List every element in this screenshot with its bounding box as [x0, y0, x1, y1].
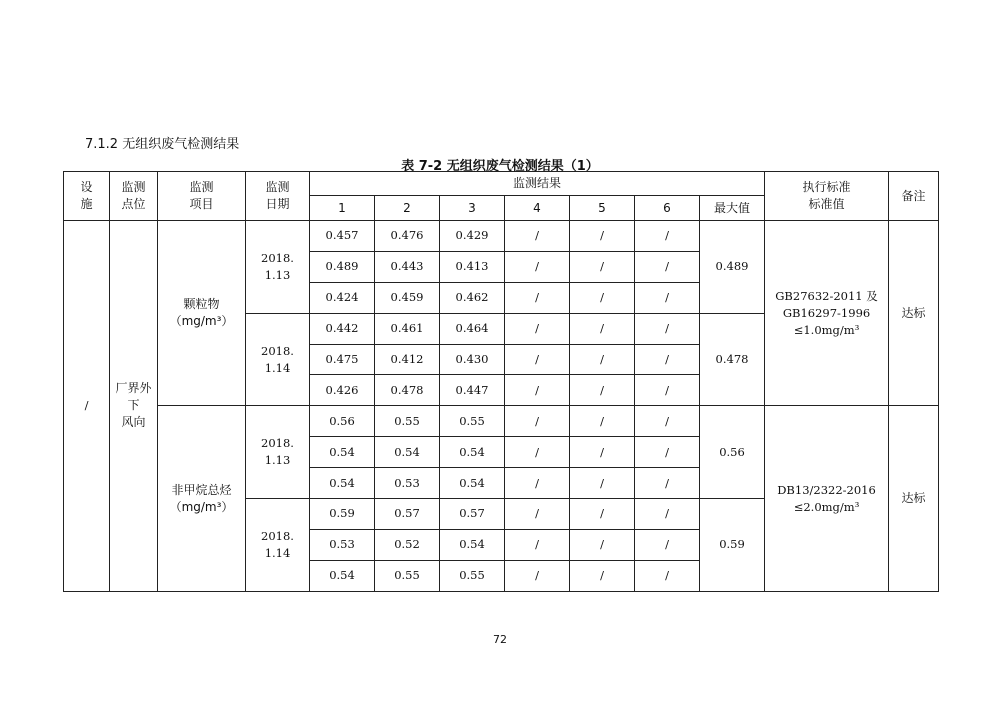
value-cell: / — [635, 468, 700, 499]
value-cell: / — [505, 406, 570, 437]
value-cell: 0.55 — [375, 560, 440, 591]
date-cell: 2018. 1.13 — [246, 221, 310, 314]
value-cell: 0.54 — [310, 468, 375, 499]
value-cell: / — [570, 282, 635, 313]
value-cell: / — [635, 560, 700, 591]
value-cell: 0.52 — [375, 529, 440, 560]
max-value-cell: 0.56 — [700, 406, 765, 499]
value-cell: / — [635, 344, 700, 375]
table-row — [64, 406, 939, 437]
value-cell: / — [635, 529, 700, 560]
header-item: 监测 项目 — [158, 172, 246, 221]
value-cell: 0.426 — [310, 375, 375, 406]
value-cell: 0.462 — [440, 282, 505, 313]
value-cell: 0.429 — [440, 221, 505, 252]
value-cell: / — [570, 344, 635, 375]
value-cell: 0.55 — [440, 406, 505, 437]
value-cell: 0.54 — [440, 529, 505, 560]
value-cell: / — [635, 251, 700, 282]
value-cell: 0.54 — [310, 560, 375, 591]
max-value-cell: 0.489 — [700, 221, 765, 314]
standard-cell: GB27632-2011 及 GB16297-1996 ≤1.0mg/m³ — [765, 221, 889, 406]
table-body — [64, 221, 939, 592]
page-number: 72 — [493, 633, 507, 646]
facility-cell: / — [64, 221, 110, 592]
value-cell: 0.476 — [375, 221, 440, 252]
value-cell: / — [570, 560, 635, 591]
value-cell: / — [635, 375, 700, 406]
remark-cell: 达标 — [889, 221, 939, 406]
value-cell: 0.461 — [375, 313, 440, 344]
value-cell: 0.57 — [375, 499, 440, 530]
value-cell: 0.54 — [440, 437, 505, 468]
header-col-1: 1 — [310, 196, 375, 221]
value-cell: / — [635, 499, 700, 530]
value-cell: / — [505, 313, 570, 344]
value-cell: / — [505, 375, 570, 406]
item-cell: 颗粒物 （mg/m³） — [158, 221, 246, 406]
value-cell: / — [635, 221, 700, 252]
value-cell: / — [570, 529, 635, 560]
value-cell: 0.412 — [375, 344, 440, 375]
value-cell: 0.478 — [375, 375, 440, 406]
date-cell: 2018. 1.13 — [246, 406, 310, 499]
value-cell: / — [570, 437, 635, 468]
value-cell: 0.430 — [440, 344, 505, 375]
value-cell: 0.447 — [440, 375, 505, 406]
header-col-max: 最大值 — [700, 196, 765, 221]
value-cell: / — [635, 313, 700, 344]
value-cell: / — [505, 560, 570, 591]
remark-cell: 达标 — [889, 406, 939, 591]
value-cell: 0.57 — [440, 499, 505, 530]
value-cell: 0.54 — [375, 437, 440, 468]
header-facility: 设 施 — [64, 172, 110, 221]
value-cell: / — [570, 406, 635, 437]
location-cell: 厂界外下 风向 — [110, 221, 158, 592]
value-cell: / — [505, 529, 570, 560]
value-cell: 0.457 — [310, 221, 375, 252]
table-row — [64, 221, 939, 252]
value-cell: / — [570, 468, 635, 499]
value-cell: / — [505, 437, 570, 468]
value-cell: 0.56 — [310, 406, 375, 437]
value-cell: / — [570, 499, 635, 530]
value-cell: 0.53 — [375, 468, 440, 499]
results-table — [63, 171, 939, 592]
value-cell: 0.54 — [310, 437, 375, 468]
value-cell: 0.413 — [440, 251, 505, 282]
value-cell: 0.489 — [310, 251, 375, 282]
value-cell: 0.424 — [310, 282, 375, 313]
value-cell: / — [635, 282, 700, 313]
value-cell: 0.55 — [440, 560, 505, 591]
value-cell: / — [505, 344, 570, 375]
value-cell: 0.459 — [375, 282, 440, 313]
value-cell: / — [570, 221, 635, 252]
value-cell: 0.53 — [310, 529, 375, 560]
header-col-2: 2 — [375, 196, 440, 221]
value-cell: / — [505, 221, 570, 252]
header-col-3: 3 — [440, 196, 505, 221]
section-heading: 7.1.2 无组织废气检测结果 — [85, 137, 240, 152]
value-cell: 0.442 — [310, 313, 375, 344]
header-date: 监测 日期 — [246, 172, 310, 221]
max-value-cell: 0.478 — [700, 313, 765, 406]
value-cell: / — [635, 406, 700, 437]
header-standard: 执行标准 标准值 — [765, 172, 889, 221]
value-cell: 0.475 — [310, 344, 375, 375]
value-cell: / — [505, 282, 570, 313]
value-cell: / — [505, 468, 570, 499]
date-cell: 2018. 1.14 — [246, 499, 310, 592]
value-cell: 0.443 — [375, 251, 440, 282]
value-cell: / — [570, 375, 635, 406]
table-title: 表 7-2 无组织废气检测结果（1） — [401, 159, 599, 174]
value-cell: / — [505, 251, 570, 282]
item-cell: 非甲烷总烃 （mg/m³） — [158, 406, 246, 591]
value-cell: / — [635, 437, 700, 468]
header-col-5: 5 — [570, 196, 635, 221]
value-cell: / — [570, 313, 635, 344]
standard-cell: DB13/2322-2016 ≤2.0mg/m³ — [765, 406, 889, 591]
value-cell: 0.59 — [310, 499, 375, 530]
header-location: 监测 点位 — [110, 172, 158, 221]
value-cell: / — [505, 499, 570, 530]
value-cell: 0.54 — [440, 468, 505, 499]
value-cell: 0.464 — [440, 313, 505, 344]
header-remark: 备注 — [889, 172, 939, 221]
max-value-cell: 0.59 — [700, 499, 765, 592]
date-cell: 2018. 1.14 — [246, 313, 310, 406]
value-cell: 0.55 — [375, 406, 440, 437]
value-cell: / — [570, 251, 635, 282]
header-col-6: 6 — [635, 196, 700, 221]
header-col-4: 4 — [505, 196, 570, 221]
header-results: 监测结果 — [310, 172, 765, 196]
